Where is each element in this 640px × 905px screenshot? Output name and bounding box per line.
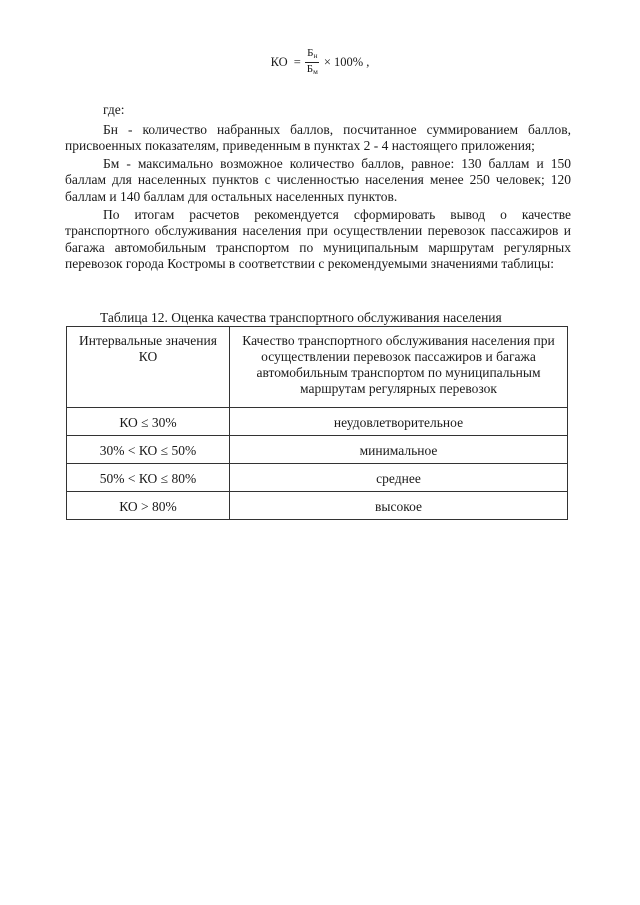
ko-interval-cell: КО > 80% (67, 492, 230, 520)
table-row (67, 408, 568, 436)
where-label: где: (103, 102, 125, 117)
ko-interval-cell: КО ≤ 30% (67, 408, 230, 436)
quality-cell: высокое (230, 492, 568, 520)
table-row (67, 436, 568, 464)
quality-cell: среднее (230, 464, 568, 492)
conclusion-paragraph: По итогам расчетов рекомендуется сформировать вывод о качестве транспортного обслуживания населения при осуществлении перевозок пассажиров и багажа автомобильным транспортом по муниципальным маршрутам регулярных перевозок города Костромы в соответствии с рекомендуемыми значениями таблицы: (65, 206, 571, 272)
ko-interval-cell: 50% < КО ≤ 80% (67, 464, 230, 492)
table-row (67, 492, 568, 520)
table-caption: Таблица 12. Оценка качества транспортного обслуживания населения (100, 310, 502, 325)
body-text (65, 102, 571, 273)
table-row (67, 464, 568, 492)
formula-fraction (305, 47, 320, 78)
formula-equals: = (293, 55, 301, 69)
quality-cell: неудовлетворительное (230, 408, 568, 436)
formula-multiplier: × 100% (323, 55, 364, 69)
ko-interval-cell: 30% < КО ≤ 50% (67, 436, 230, 464)
ko-formula (0, 47, 640, 78)
formula-trail: , (366, 55, 370, 69)
bn-definition: Бн - количество набранных баллов, посчитанное суммированием баллов, присвоенных показателям, приведенным в пунктах 2 - 4 настоящего приложения; (65, 121, 571, 154)
bm-definition: Бм - максимально возможное количество баллов, равное: 130 баллам и 150 баллам для населенных пунктов с численностью населения менее 250 человек; 120 баллам и 140 баллам для остальных населенных пунктов. (65, 155, 571, 204)
formula-lhs: КО (270, 55, 288, 69)
formula-denominator: $Б_м$ (306, 63, 318, 76)
table-header-row (67, 327, 568, 408)
header-ko-intervals: Интервальные значения КО (67, 327, 230, 408)
quality-table (66, 326, 568, 520)
quality-cell: минимальное (230, 436, 568, 464)
header-service-quality: Качество транспортного обслуживания населения при осуществлении перевозок пассажиров и багажа автомобильным транспортом по муниципальным маршрутам регулярных перевозок (230, 327, 568, 408)
formula-numerator: $Б_н$ (305, 47, 319, 63)
